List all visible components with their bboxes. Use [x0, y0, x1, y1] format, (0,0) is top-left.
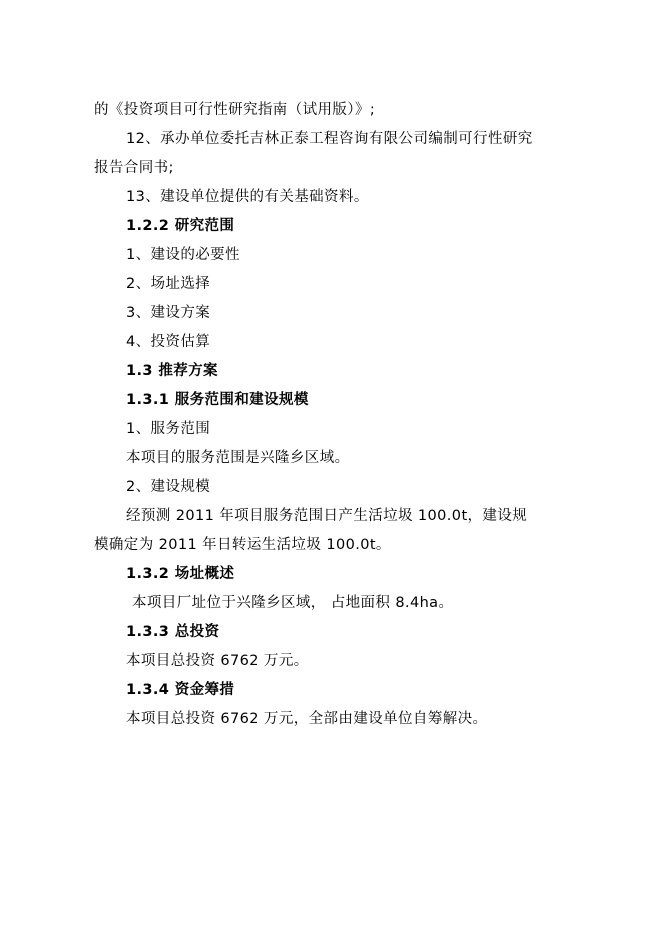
text-line: 12、承办单位委托吉林正泰工程咨询有限公司编制可行性研究 — [126, 131, 533, 147]
text-line: 本项目的服务范围是兴隆乡区域。 — [126, 450, 350, 466]
text-line: 的《投资项目可行性研究指南（试用版）》; — [94, 102, 376, 118]
section-heading: 1.3.4 资金筹措 — [126, 682, 235, 698]
list-item: 1、建设的必要性 — [126, 247, 240, 263]
list-item: 2、场址选择 — [126, 276, 211, 292]
text-line: 报告合同书; — [94, 160, 174, 176]
section-heading: 1.3 推荐方案 — [126, 363, 218, 379]
section-heading: 1.3.3 总投资 — [126, 624, 220, 640]
section-heading: 1.3.2 场址概述 — [126, 566, 235, 582]
text-line: 13、建设单位提供的有关基础资料。 — [126, 189, 369, 205]
list-item: 3、建设方案 — [126, 305, 211, 321]
list-item: 2、建设规模 — [126, 479, 211, 495]
text-line: 本项目厂址位于兴隆乡区域， 占地面积 8.4ha。 — [132, 595, 454, 611]
list-item: 1、服务范围 — [126, 421, 211, 437]
section-heading: 1.3.1 服务范围和建设规模 — [126, 392, 309, 408]
text-line: 本项目总投资 6762 万元，全部由建设单位自筹解决。 — [126, 711, 488, 727]
text-line: 模确定为 2011 年日转运生活垃圾 100.0t。 — [94, 537, 391, 553]
text-line: 经预测 2011 年项目服务范围日产生活垃圾 100.0t，建设规 — [126, 508, 528, 524]
list-item: 4、投资估算 — [126, 334, 211, 350]
text-line: 本项目总投资 6762 万元。 — [126, 653, 309, 669]
section-heading: 1.2.2 研究范围 — [126, 218, 235, 234]
